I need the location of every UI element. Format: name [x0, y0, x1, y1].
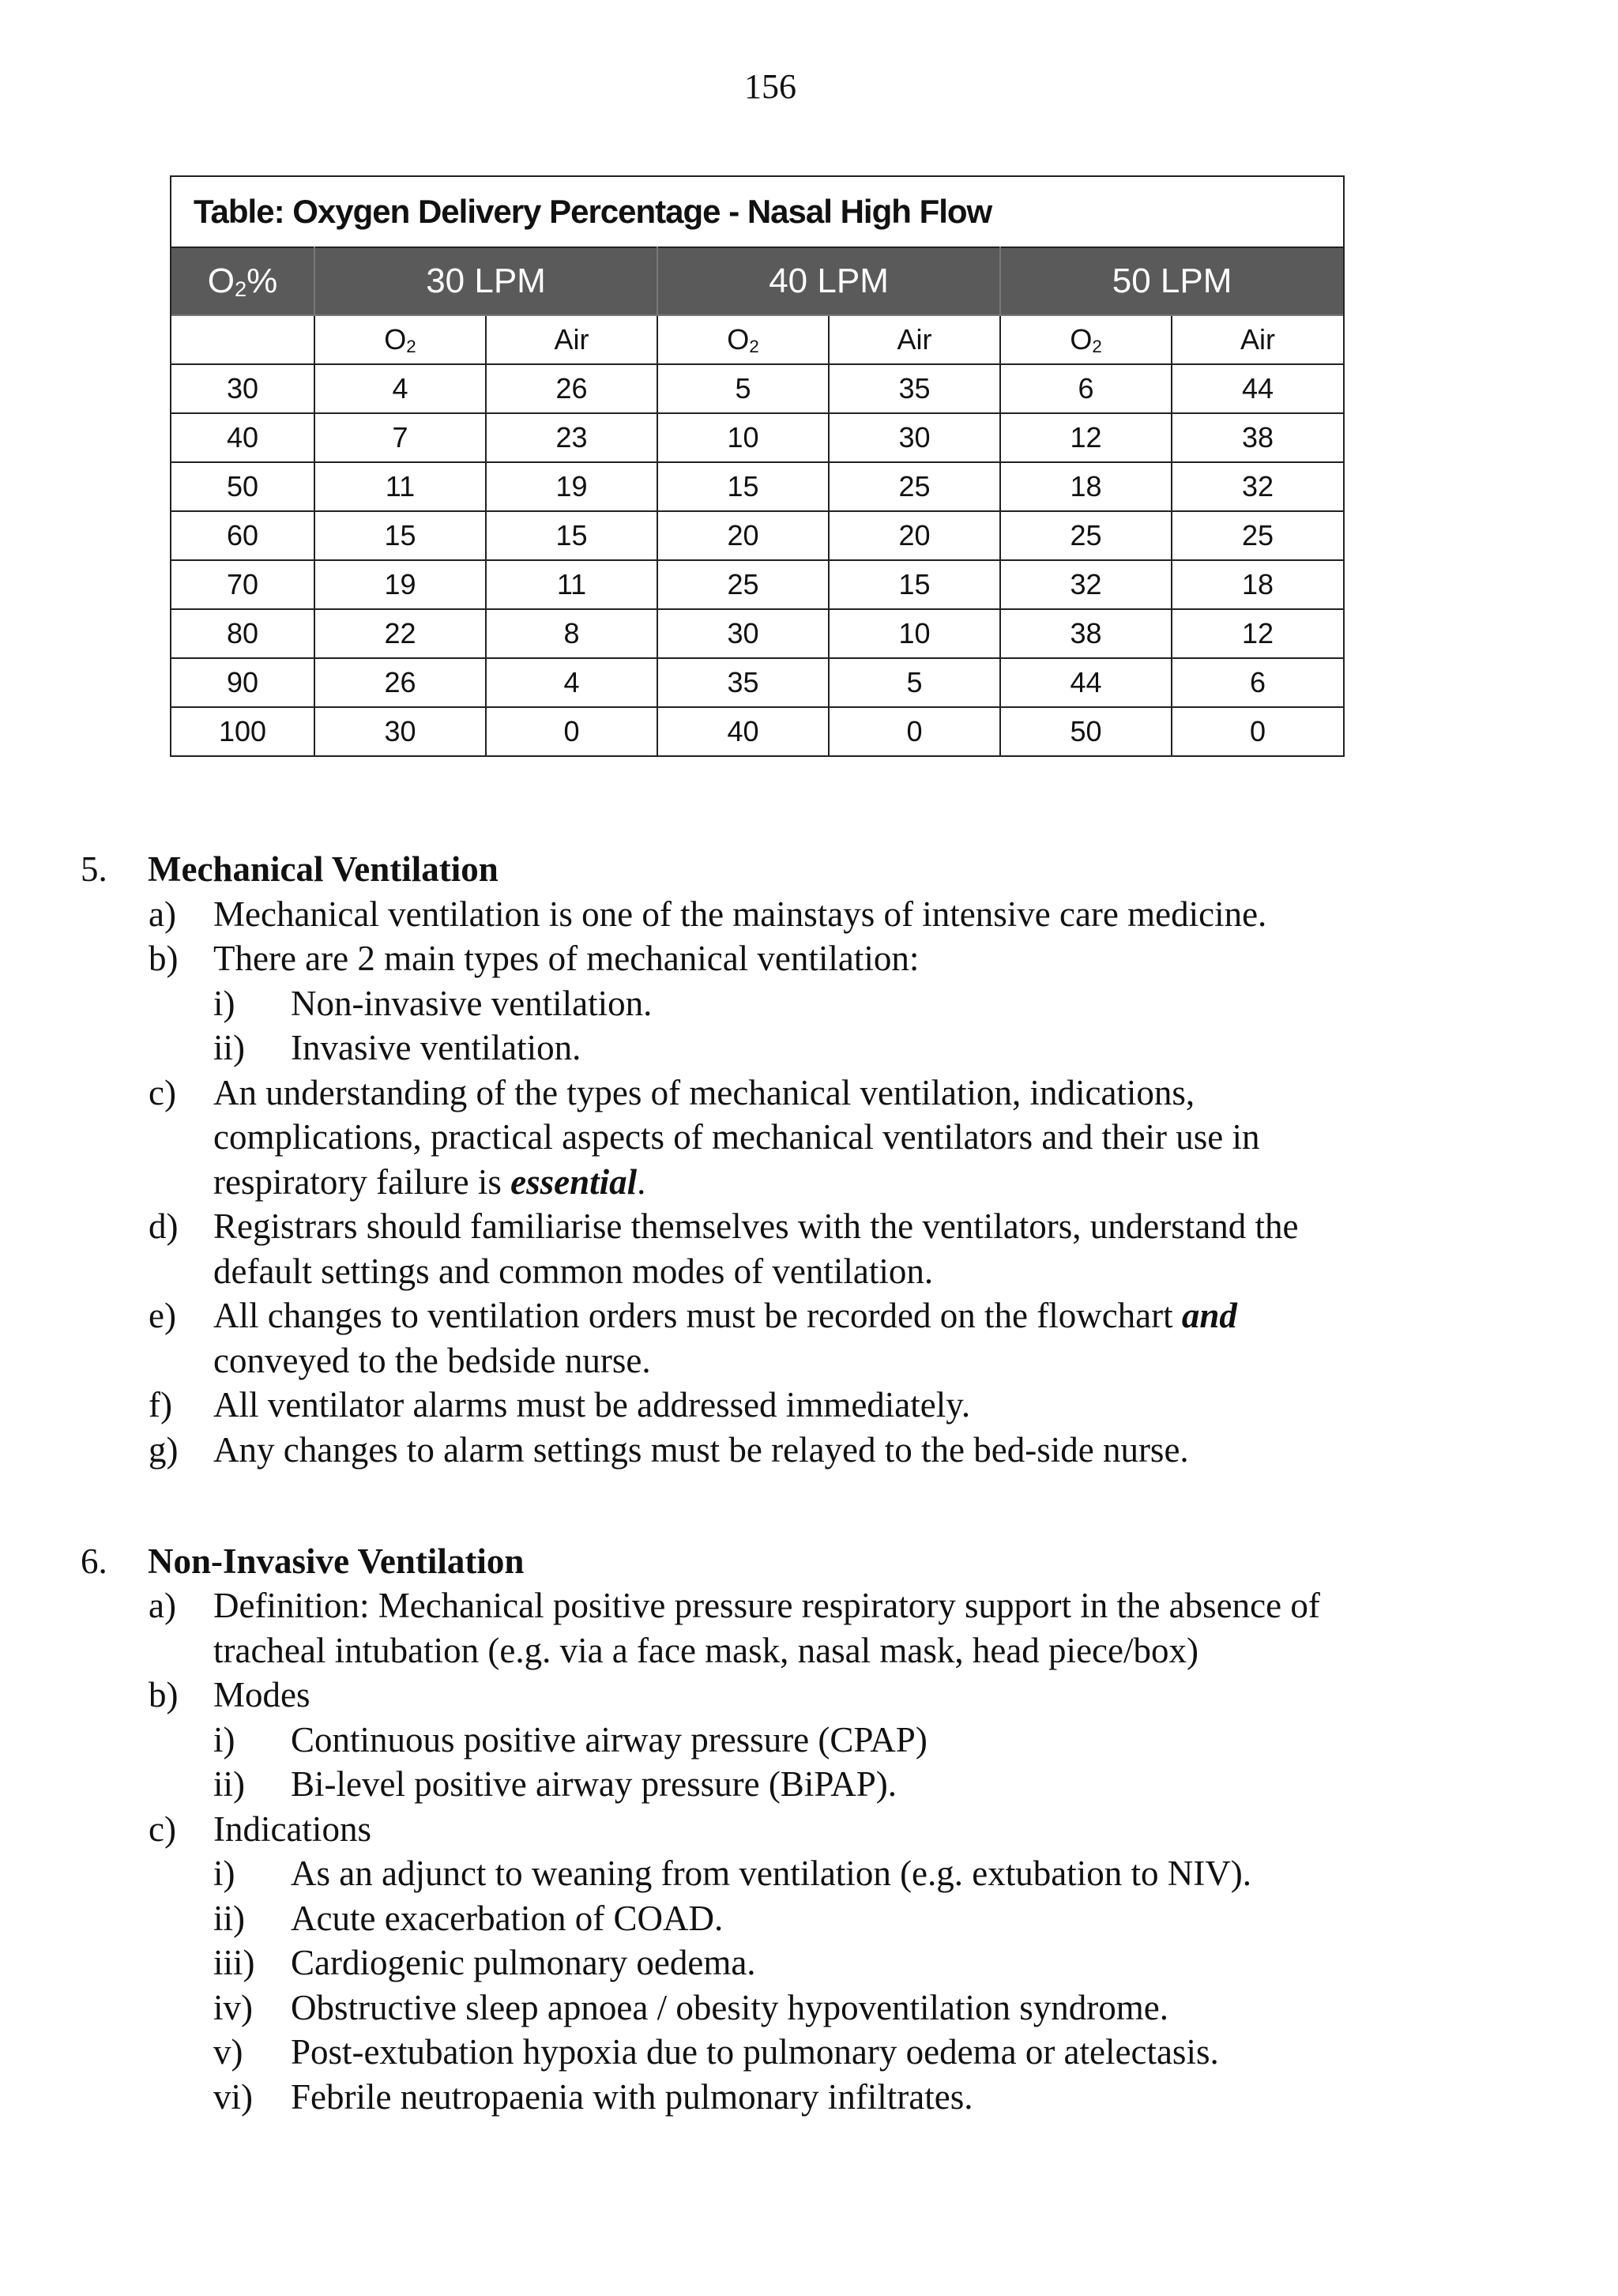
document-body [0, 847, 1618, 2119]
list-item-continuation: tracheal intubation (e.g. via a face mask, nasal mask, head piece/box) [213, 1630, 1198, 1670]
table-cell: 18 [1000, 462, 1172, 511]
row-o2-percent-cell: 90 [171, 658, 314, 707]
table-cell: 12 [1000, 413, 1172, 462]
table-cell: 35 [657, 658, 829, 707]
list-item: b) There are 2 main types of mechanical ventilation: [149, 939, 920, 978]
subheader-o2: O2 [314, 315, 486, 364]
table-cell: 4 [486, 658, 657, 707]
header-30-lpm: 30 LPM [314, 247, 657, 315]
table-row [171, 707, 1343, 755]
emphasis-essential: essential [510, 1161, 638, 1202]
table-cell: 10 [657, 413, 829, 462]
table-cell: 25 [657, 560, 829, 609]
row-o2-percent-cell: 50 [171, 462, 314, 511]
table-body [171, 364, 1343, 755]
sub-list-item: i) Non-invasive ventilation. [213, 983, 653, 1023]
table-row [171, 560, 1343, 609]
table-cell: 26 [486, 364, 657, 413]
table-cell: 25 [1172, 511, 1343, 560]
table-cell: 20 [657, 511, 829, 560]
sub-list-item: ii) Acute exacerbation of COAD. [213, 1898, 724, 1938]
table-cell: 15 [657, 462, 829, 511]
list-item: g) Any changes to alarm settings must be relayed to the bed-side nurse. [149, 1429, 1189, 1470]
section-number: 5. [81, 849, 107, 889]
row-o2-percent-cell: 60 [171, 511, 314, 560]
sub-list-item: ii) Bi-level positive airway pressure (BiPAP). [213, 1764, 897, 1804]
table-cell: 32 [1000, 560, 1172, 609]
sub-list-item: i) As an adjunct to weaning from ventilation (e.g. extubation to NIV). [213, 1854, 1251, 1893]
sub-list-item: iii) Cardiogenic pulmonary oedema. [213, 1943, 756, 1982]
table-row [171, 413, 1343, 462]
header-o2-percent: O2% [171, 247, 314, 315]
row-o2-percent-cell: 40 [171, 413, 314, 462]
list-item-continuation: complications, practical aspects of mechanical ventilators and their use in [213, 1117, 1260, 1157]
table-cell: 7 [314, 413, 486, 462]
table-cell: 15 [829, 560, 1000, 609]
list-item: e) All changes to ventilation orders must be recorded on the flowchart and [149, 1296, 1237, 1335]
table-cell: 38 [1000, 609, 1172, 658]
table-cell: 10 [829, 609, 1000, 658]
table-cell: 40 [657, 707, 829, 755]
table-row [171, 658, 1343, 707]
sub-list-item: vi) Febrile neutropaenia with pulmonary infiltrates. [213, 2076, 973, 2117]
subheader-empty [171, 315, 314, 364]
row-o2-percent-cell: 30 [171, 364, 314, 413]
table-row [171, 364, 1343, 413]
table-cell: 12 [1172, 609, 1343, 658]
table-cell: 20 [829, 511, 1000, 560]
oxygen-delivery-table [170, 175, 1345, 757]
table-cell: 0 [1172, 707, 1343, 755]
header-40-lpm: 40 LPM [657, 247, 1000, 315]
section-heading: Non-Invasive Ventilation [148, 1541, 525, 1581]
list-item: c) An understanding of the types of mechanical ventilation, indications, [149, 1072, 1195, 1112]
table-row [171, 462, 1343, 511]
table-row [171, 511, 1343, 560]
list-item: f) All ventilator alarms must be addressed immediately. [149, 1385, 971, 1425]
table-cell: 5 [829, 658, 1000, 707]
table-cell: 30 [657, 609, 829, 658]
table-cell: 19 [314, 560, 486, 609]
table-cell: 18 [1172, 560, 1343, 609]
table-cell: 30 [314, 707, 486, 755]
list-item-continuation: conveyed to the bedside nurse. [213, 1340, 651, 1380]
table-cell: 23 [486, 413, 657, 462]
table-cell: 15 [486, 511, 657, 560]
list-item-continuation: respiratory failure is essential. [213, 1161, 646, 1202]
section-6-heading-line [0, 1539, 1618, 1584]
table-cell: 32 [1172, 462, 1343, 511]
sub-list-item: i) Continuous positive airway pressure (CPAP) [213, 1719, 928, 1760]
list-item-continuation: default settings and common modes of ventilation. [213, 1251, 934, 1291]
section-heading: Mechanical Ventilation [148, 849, 499, 889]
table-cell: 50 [1000, 707, 1172, 755]
sub-list-item: ii) Invasive ventilation. [213, 1028, 581, 1067]
table-cell: 35 [829, 364, 1000, 413]
table-title: Table: Oxygen Delivery Percentage - Nasal High Flow [194, 193, 992, 230]
list-item: b) Modes [149, 1675, 310, 1714]
table-cell: 15 [314, 511, 486, 560]
table-cell: 8 [486, 609, 657, 658]
table-cell: 6 [1172, 658, 1343, 707]
table-cell: 25 [1000, 511, 1172, 560]
data-table [171, 247, 1343, 755]
table-cell: 44 [1000, 658, 1172, 707]
section-number: 6. [81, 1541, 107, 1581]
table-cell: 44 [1172, 364, 1343, 413]
table-cell: 4 [314, 364, 486, 413]
subheader-air: Air [1172, 315, 1343, 364]
table-row [171, 609, 1343, 658]
section-5-heading-line [0, 847, 1618, 892]
subheader-o2: O2 [657, 315, 829, 364]
table-cell: 22 [314, 609, 486, 658]
list-item: d) Registrars should familiarise themselves with the ventilators, understand the [149, 1206, 1299, 1246]
row-o2-percent-cell: 70 [171, 560, 314, 609]
subheader-air: Air [486, 315, 657, 364]
table-cell: 6 [1000, 364, 1172, 413]
list-item: a) Definition: Mechanical positive pressure respiratory support in the absence of [149, 1586, 1320, 1625]
sub-list-item: v) Post-extubation hypoxia due to pulmonary oedema or atelectasis. [213, 2032, 1219, 2072]
list-item: a) Mechanical ventilation is one of the mainstays of intensive care medicine. [149, 894, 1267, 934]
table-cell: 11 [486, 560, 657, 609]
page-number: 156 [744, 67, 796, 106]
table-cell: 26 [314, 658, 486, 707]
header-50-lpm: 50 LPM [1000, 247, 1343, 315]
emphasis-and: and [1181, 1296, 1237, 1335]
table-cell: 25 [829, 462, 1000, 511]
table-cell: 30 [829, 413, 1000, 462]
table-cell: 0 [829, 707, 1000, 755]
table-cell: 0 [486, 707, 657, 755]
table-subheader-row [171, 315, 1343, 364]
row-o2-percent-cell: 80 [171, 609, 314, 658]
table-cell: 11 [314, 462, 486, 511]
list-item: c) Indications [149, 1809, 371, 1849]
table-header-row [171, 247, 1343, 315]
subheader-air: Air [829, 315, 1000, 364]
subheader-o2: O2 [1000, 315, 1172, 364]
table-cell: 5 [657, 364, 829, 413]
table-cell: 19 [486, 462, 657, 511]
row-o2-percent-cell: 100 [171, 707, 314, 755]
sub-list-item: iv) Obstructive sleep apnoea / obesity hypoventilation syndrome. [213, 1987, 1169, 2027]
table-cell: 38 [1172, 413, 1343, 462]
